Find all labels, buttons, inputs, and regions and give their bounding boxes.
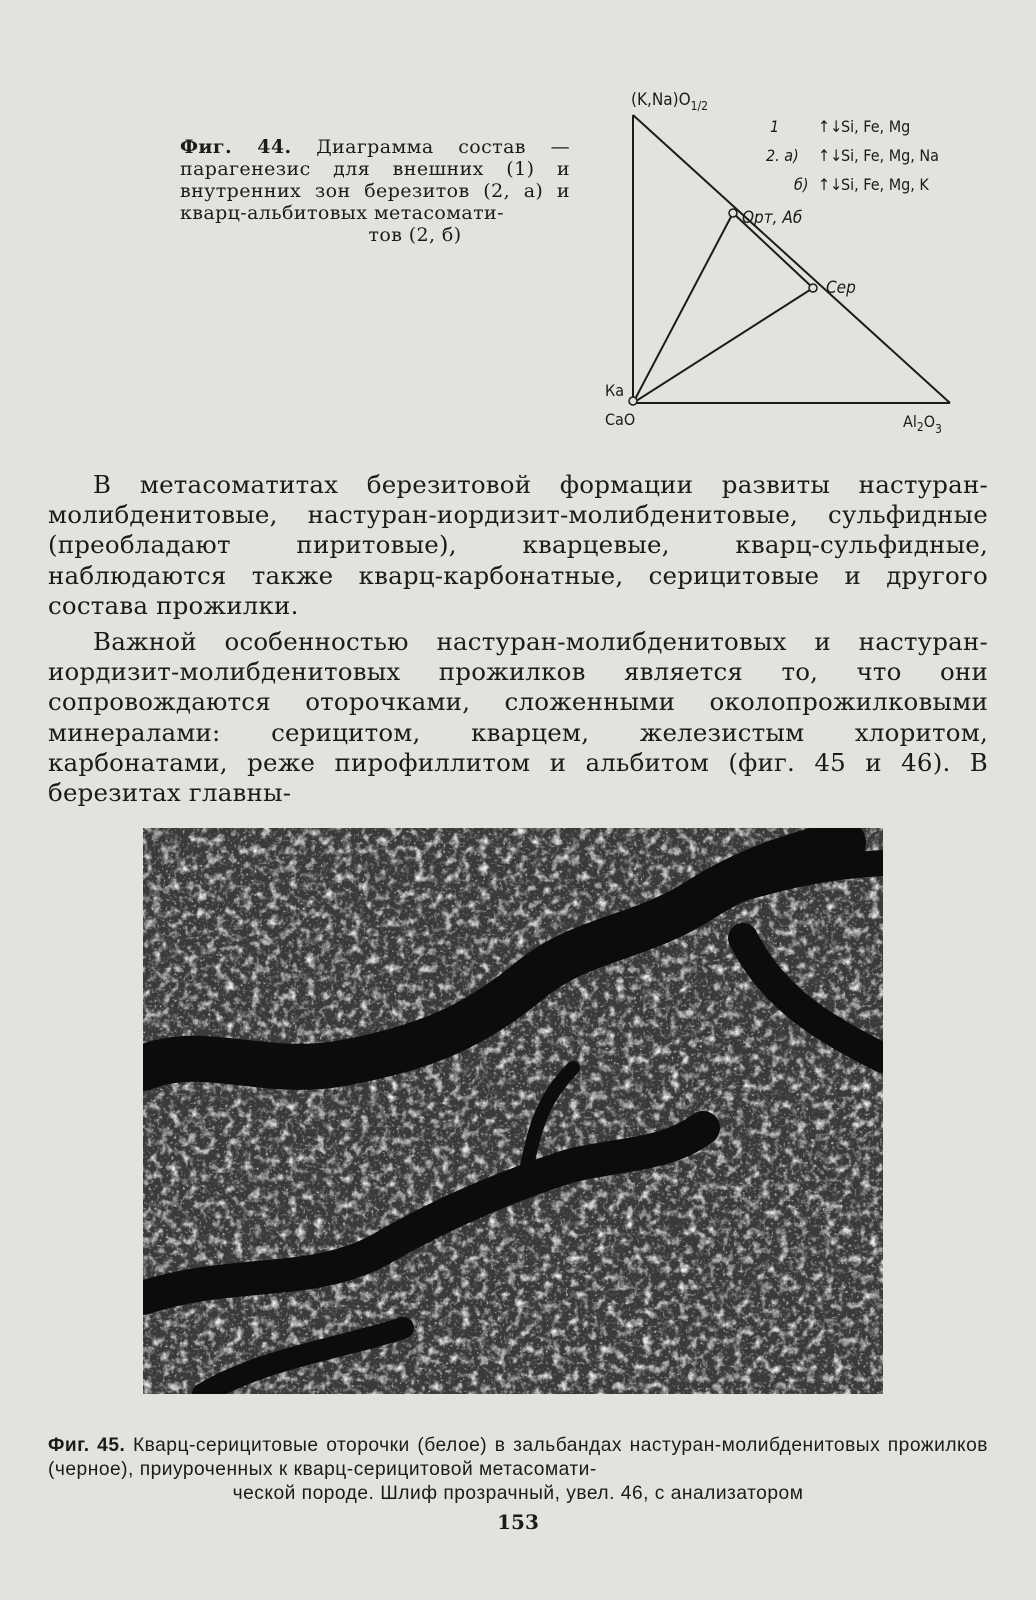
point-ser-label: Сер — [826, 278, 856, 298]
figure-44-caption-tail: тов (2, б) — [368, 224, 462, 246]
page-number: 153 — [497, 1510, 539, 1534]
figure-45-caption-tail: ческой породе. Шлиф прозрачный, увел. 46, с анализатором — [232, 1483, 804, 1504]
ternary-diagram — [605, 85, 985, 450]
point-ka-marker — [629, 397, 637, 405]
tie-line-ka-ser — [633, 288, 813, 403]
legend-2b-num: б) — [794, 175, 809, 194]
figure-45-photomicrograph — [143, 828, 883, 1394]
legend-2a-arrows: ↑↓ — [818, 146, 843, 165]
point-ser-marker — [809, 284, 817, 292]
apex-left-label-cao: CaO — [605, 410, 636, 429]
paragraph-2: Важной особенностью настуран-молибденитовых и настуран-иордизит-молибденитовых прожилков является то, что они сопровождаются оторочками, сложенными околопрожилковыми минералами: серицитом, кварцем, железистым хлоритом, карбонатами, реже пирофиллитом и альбитом (фиг. 45 и 46). В березитах главны- — [48, 627, 988, 808]
legend-2b-arrows: ↑↓ — [818, 175, 843, 194]
legend-2b-elements: Si, Fe, Mg, K — [841, 175, 929, 194]
legend-1-num: 1 — [770, 117, 780, 136]
apex-right-label: $Al_2O_3$ — [903, 412, 942, 436]
point-opt-marker — [729, 209, 737, 217]
figure-44-caption-text: Диаграмма состав — парагенезис для внешних (1) и внутренних зон березитов (2, а) и кварц-альбитовых метасомати- — [180, 136, 570, 224]
figure-45-label: Фиг. 45. — [48, 1435, 126, 1456]
body-text — [48, 470, 988, 814]
legend-1-arrows: ↑↓ — [818, 117, 843, 136]
tie-line-ka-opt — [633, 213, 733, 403]
figure-45-caption-text: Кварц-серицитовые оторочки (белое) в зальбандах настуран-молибденитовых прожилков (черное), приуроченных к кварц-серицитовой метасомати- — [48, 1435, 989, 1480]
figure-44-caption — [180, 136, 570, 246]
legend-1-elements: Si, Fe, Mg — [841, 117, 911, 136]
legend-2a-num: 2. а) — [766, 146, 799, 165]
legend — [766, 117, 939, 194]
figure-44-label: Фиг. 44. — [180, 136, 292, 158]
apex-top-label: $(K,Na)O_{1/2}$ — [631, 90, 709, 113]
figure-45-caption — [48, 1434, 988, 1506]
apex-left-label-ka: Ка — [605, 381, 625, 400]
point-opt-label: Орт, Аб — [742, 208, 803, 228]
legend-2a-elements: Si, Fe, Mg, Na — [841, 146, 939, 165]
paragraph-1: В метасоматитах березитовой формации развиты настуран-молибденитовые, настуран-иордизит-молибденитовые, сульфидные (преобладают пиритовые), кварцевые, кварц-сульфидные, наблюдаются также кварц-карбонатные, серицитовые и другого состава прожилки. — [48, 470, 988, 620]
photomicrograph-image — [143, 828, 883, 1394]
